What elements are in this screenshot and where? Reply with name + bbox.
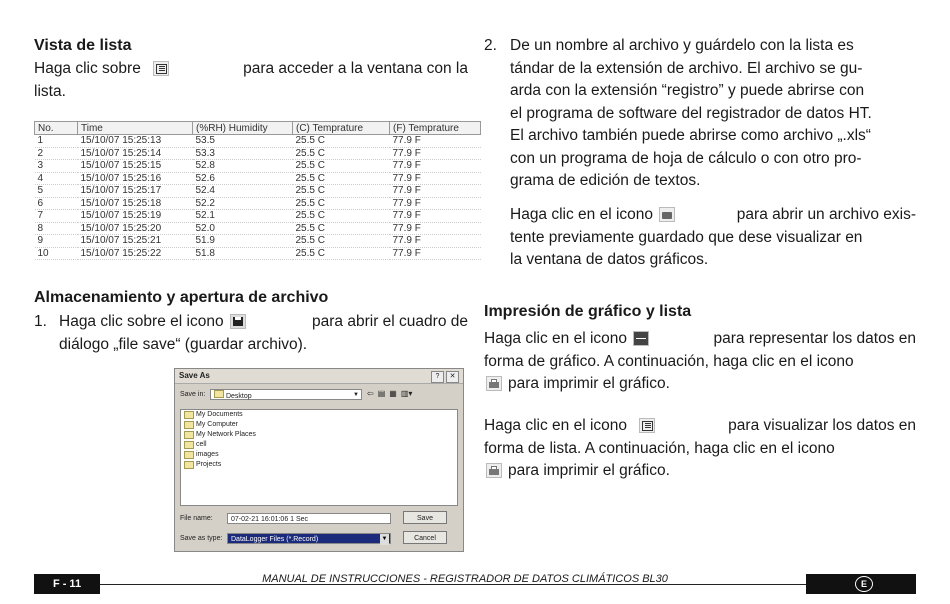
file-list-item[interactable]: images [181,450,457,460]
table-cell: 51.8 [193,247,293,260]
step-1: 1. Haga clic sobre el icono para abrir el cuadro de diálogo „file save“ (guardar archivo). [34,313,468,353]
table-cell: 15/10/07 15:25:14 [78,147,193,160]
save-in-dropdown[interactable]: Desktop ▼ [210,389,362,400]
folder-icon [184,421,194,429]
language-code: E [855,576,873,592]
table-cell: 15/10/07 15:25:20 [78,222,193,235]
table-cell: 77.9 F [390,235,481,248]
table-cell: 15/10/07 15:25:21 [78,235,193,248]
file-list-item[interactable]: My Documents [181,410,457,420]
folder-icon [184,431,194,439]
table-cell: 25.5 C [293,210,390,223]
table-cell: 52.0 [193,222,293,235]
new-folder-icon[interactable]: ▦ [389,389,397,398]
dialog-toolbar [367,389,412,398]
file-list-item[interactable]: Projects [181,460,457,470]
list-view-heading: Vista de lista [34,37,132,54]
table-row [35,197,481,210]
table-cell: 25.5 C [293,160,390,173]
open-file-paragraph: Haga clic en el icono para abrir un archivo exis- tente previamente guardado que dese visualizar en la ventana de datos gráficos. [510,206,916,268]
print-heading: Impresión de gráfico y lista [484,303,692,320]
table-header-cell: (F) Temprature [390,122,481,135]
table-cell: 52.1 [193,210,293,223]
save-as-dialog [174,368,464,552]
table-cell: 10 [35,247,78,260]
list-icon [639,418,655,433]
table-cell: 53.3 [193,147,293,160]
chart-icon [633,331,649,346]
table-cell: 77.9 F [390,247,481,260]
folder-icon [184,411,194,419]
table-cell: 77.9 F [390,197,481,210]
file-list[interactable] [180,409,458,506]
step-2: 2. De un nombre al archivo y guárdelo con la lista es tándar de la extensión de archivo. El archivo se gu- arda con la extensión “registro” y puede abrirse con el programa de software del registrador de datos HT. El archivo también puede abrirse como archivo „.xls“ con un programa de hoja de cálculo o con otro pro- grama de edición de textos. [484,37,872,189]
file-name-label: File name: [180,515,213,522]
save-button[interactable]: Save [403,511,447,524]
print-icon [486,376,502,391]
save-in-label: Save in: [180,391,206,398]
table-cell: 53.5 [193,135,293,148]
table-cell: 25.5 C [293,247,390,260]
footer-title: MANUAL DE INSTRUCCIONES - REGISTRADOR DE DATOS CLIMÁTICOS BL30 [262,573,668,585]
table-cell: 25.5 C [293,235,390,248]
table-row [35,160,481,173]
up-folder-icon[interactable]: ▤ [377,389,386,398]
file-list-item[interactable]: cell [181,440,457,450]
table-header-cell: Time [78,122,193,135]
table-cell: 77.9 F [390,160,481,173]
table-cell: 8 [35,222,78,235]
table-cell: 15/10/07 15:25:19 [78,210,193,223]
chevron-down-icon: ▼ [353,392,359,398]
table-cell: 15/10/07 15:25:17 [78,185,193,198]
table-row [35,147,481,160]
table-cell: 15/10/07 15:25:18 [78,197,193,210]
table-cell: 52.8 [193,160,293,173]
list-icon [153,61,169,76]
table-cell: 52.4 [193,185,293,198]
table-row [35,135,481,148]
table-row [35,210,481,223]
dialog-title: Save As [175,369,463,384]
table-cell: 7 [35,210,78,223]
list-paragraph: Haga clic en el icono para visualizar los datos en forma de lista. A continuación, haga clic en el icono para imprimir el gráfico. [484,417,916,479]
list-view-paragraph: Haga clic sobre para acceder a la ventana con la lista. [34,60,468,100]
table-cell: 6 [35,197,78,210]
folder-icon [184,451,194,459]
table-cell: 77.9 F [390,147,481,160]
table-cell: 15/10/07 15:25:16 [78,172,193,185]
table-cell: 77.9 F [390,135,481,148]
table-cell: 77.9 F [390,172,481,185]
print-icon [486,463,502,478]
table-cell: 4 [35,172,78,185]
folder-icon [214,390,224,398]
table-cell: 52.2 [193,197,293,210]
table-cell: 1 [35,135,78,148]
data-list-table [34,121,481,260]
table-cell: 25.5 C [293,135,390,148]
table-cell: 3 [35,160,78,173]
save-type-label: Save as type: [180,535,223,542]
save-type-select[interactable]: DataLogger Files (*.Record) ▼ [227,533,391,544]
table-cell: 25.5 C [293,197,390,210]
view-menu-icon[interactable]: ▥▾ [400,389,413,398]
back-icon[interactable]: ⇦ [367,389,374,398]
storage-heading: Almacenamiento y apertura de archivo [34,289,329,306]
table-row [35,185,481,198]
table-row [35,247,481,260]
table-cell: 15/10/07 15:25:13 [78,135,193,148]
table-cell: 77.9 F [390,185,481,198]
table-cell: 51.9 [193,235,293,248]
table-cell: 25.5 C [293,222,390,235]
table-row [35,235,481,248]
table-cell: 2 [35,147,78,160]
table-cell: 25.5 C [293,185,390,198]
table-cell: 9 [35,235,78,248]
table-cell: 25.5 C [293,147,390,160]
chevron-down-icon: ▼ [380,534,389,545]
cancel-button[interactable]: Cancel [403,531,447,544]
table-cell: 5 [35,185,78,198]
table-cell: 77.9 F [390,210,481,223]
save-icon [230,314,246,329]
table-cell: 25.5 C [293,172,390,185]
table-header-cell: (C) Temprature [293,122,390,135]
file-list-item[interactable]: My Computer [181,420,457,430]
table-header-cell: No. [35,122,78,135]
table-cell: 15/10/07 15:25:22 [78,247,193,260]
table-row [35,172,481,185]
table-cell: 77.9 F [390,222,481,235]
folder-icon [184,441,194,449]
table-cell: 52.6 [193,172,293,185]
help-button[interactable]: ? [431,371,444,383]
chart-paragraph: Haga clic en el icono para representar los datos en forma de gráfico. A continuación, haga clic en el icono para imprimir el gráfico. [484,330,916,392]
open-icon [659,207,675,222]
folder-icon [184,461,194,469]
close-button[interactable]: ✕ [446,371,459,383]
table-header-cell: (%RH) Humidity [193,122,293,135]
table-row [35,222,481,235]
table-cell: 15/10/07 15:25:15 [78,160,193,173]
file-name-input[interactable]: 07-02-21 16:01:06 1 Sec [227,513,391,524]
page-number: F - 11 [34,574,100,594]
file-list-item[interactable]: My Network Places [181,430,457,440]
